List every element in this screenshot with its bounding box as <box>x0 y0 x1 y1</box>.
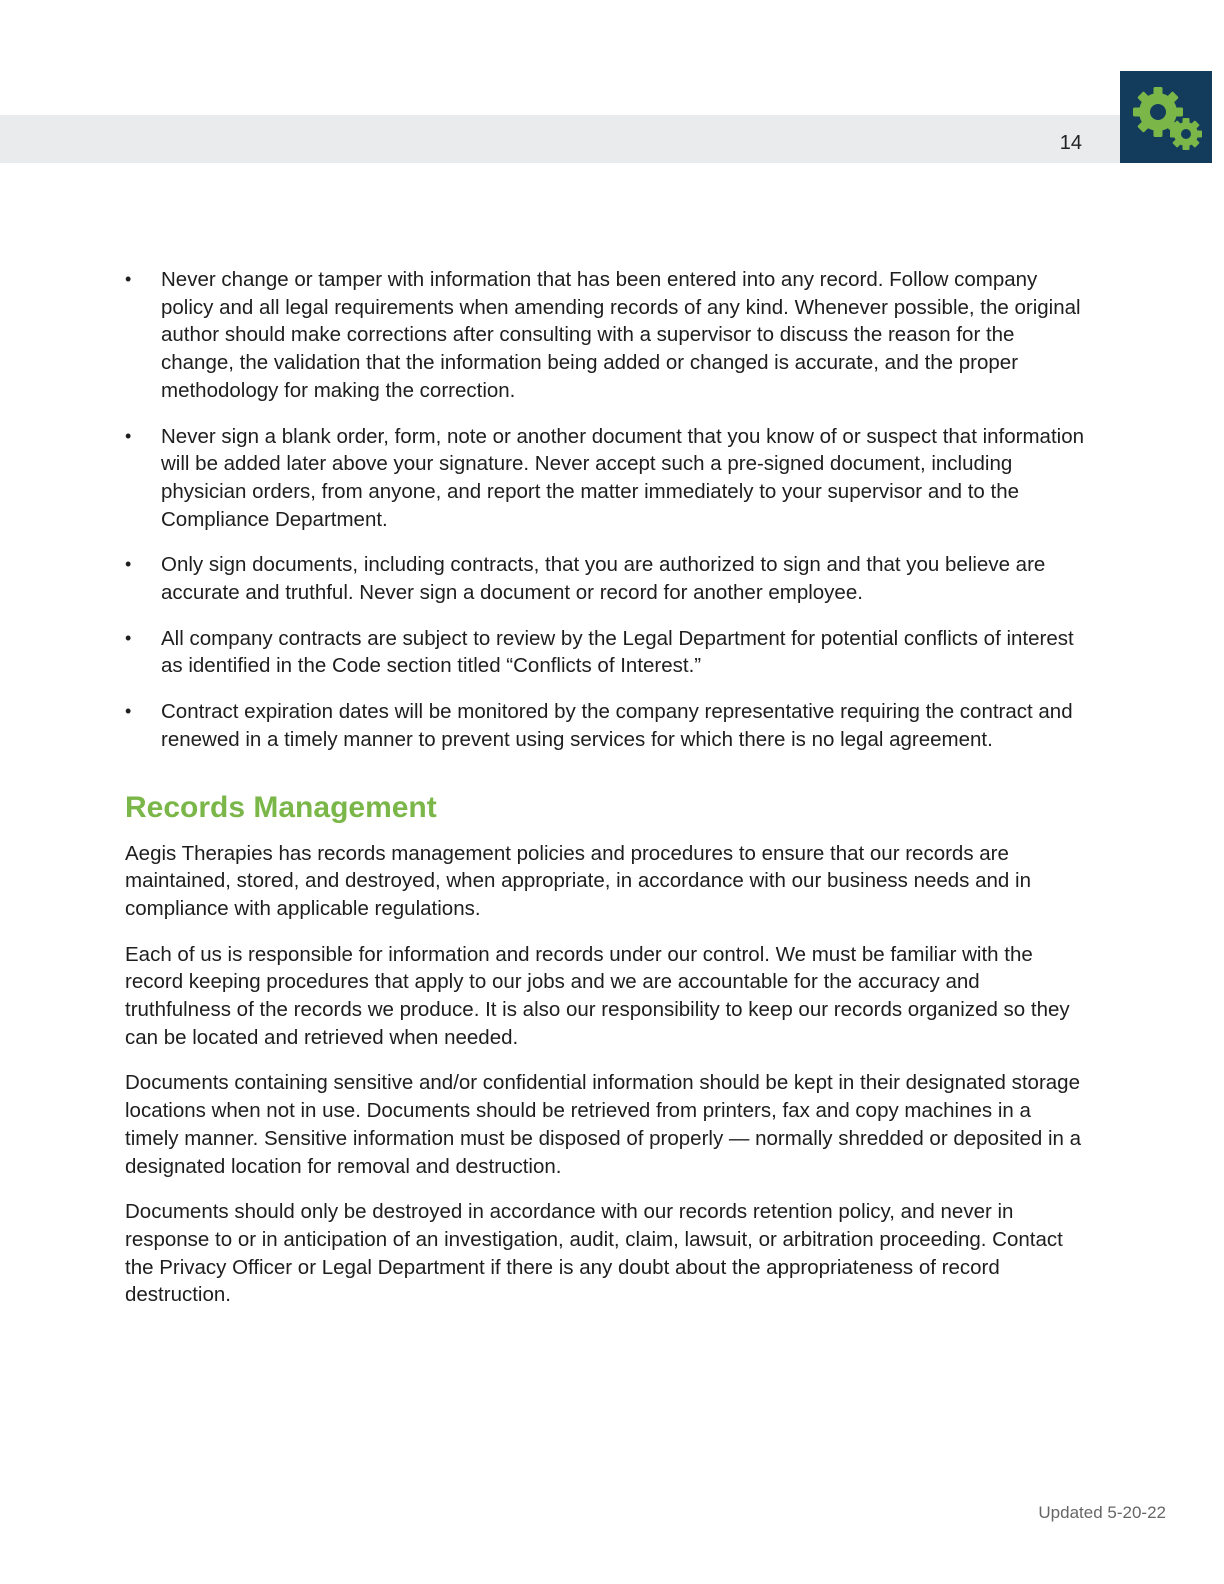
list-item-text: Never change or tamper with information that has been entered into any record. Follow company policy and all legal requirements when amending records of any kind. Whenever possible, the original author should make corrections after consulting with a supervisor to discuss the reason for the change, the validation that the information being added or changed is accurate, and the proper methodology for making the correction. <box>161 268 1081 402</box>
header-band <box>0 115 1120 163</box>
gears-icon <box>1120 71 1212 163</box>
bullet-icon: • <box>125 269 132 289</box>
list-item-text: Contract expiration dates will be monitored by the company representative requiring the contract and renewed in a timely manner to prevent using services for which there is no legal agreement. <box>161 700 1073 751</box>
list-item-text: All company contracts are subject to review by the Legal Department for potential conflicts of interest as identified in the Code section titled “Conflicts of Interest.” <box>161 626 1074 678</box>
list-item <box>125 423 1090 534</box>
header-logo <box>1120 71 1212 163</box>
list-item <box>125 625 1090 680</box>
bullet-icon: • <box>125 701 132 722</box>
footer-updated: Updated 5-20-22 <box>1038 1503 1166 1522</box>
paragraph: Each of us is responsible for information and records under our control. We must be familiar with the record keeping procedures that apply to our jobs and we are accountable for the accuracy and truthfulness of the records we produce. It is also our responsibility to keep our records organized so they can be located and retrieved when needed. <box>125 942 1070 1049</box>
bullet-list <box>125 266 1090 754</box>
page-content <box>125 266 1090 1327</box>
bullet-icon: • <box>125 627 132 648</box>
bullet-icon: • <box>125 425 132 446</box>
bullet-icon: • <box>125 554 132 575</box>
section-heading: Records Management <box>125 790 437 824</box>
list-item <box>125 551 1090 606</box>
list-item-text: Only sign documents, including contracts, that you are authorized to sign and that you believe are accurate and truthful. Never sign a document or record for another employee. <box>161 553 1046 605</box>
list-item <box>125 698 1090 753</box>
list-item-text: Never sign a blank order, form, note or another document that you know of or suspect that information will be added later above your signature. Never accept such a pre-signed document, including physician orders, from anyone, and report the matter immediately to your supervisor and to the Compliance Department. <box>161 424 1085 531</box>
paragraph: Documents containing sensitive and/or confidential information should be kept in their designated storage locations when not in use. Documents should be retrieved from printers, fax and copy machines in a timely manner. Sensitive information must be disposed of properly — normally shredded or deposited in a designated location for removal and destruction. <box>125 1071 1082 1178</box>
list-item <box>125 266 1090 405</box>
paragraph: Documents should only be destroyed in accordance with our records retention policy, and never in response to or in anticipation of an investigation, audit, claim, lawsuit, or arbitration proceeding. Contact the Privacy Officer or Legal Department if there is any doubt about the appropriateness of record destruction. <box>125 1200 1063 1307</box>
paragraph: Aegis Therapies has records management policies and procedures to ensure that our records are maintained, stored, and destroyed, when appropriate, in accordance with our business needs and in compliance with applicable regulations. <box>125 841 1031 920</box>
page-number: 14 <box>1059 132 1082 154</box>
